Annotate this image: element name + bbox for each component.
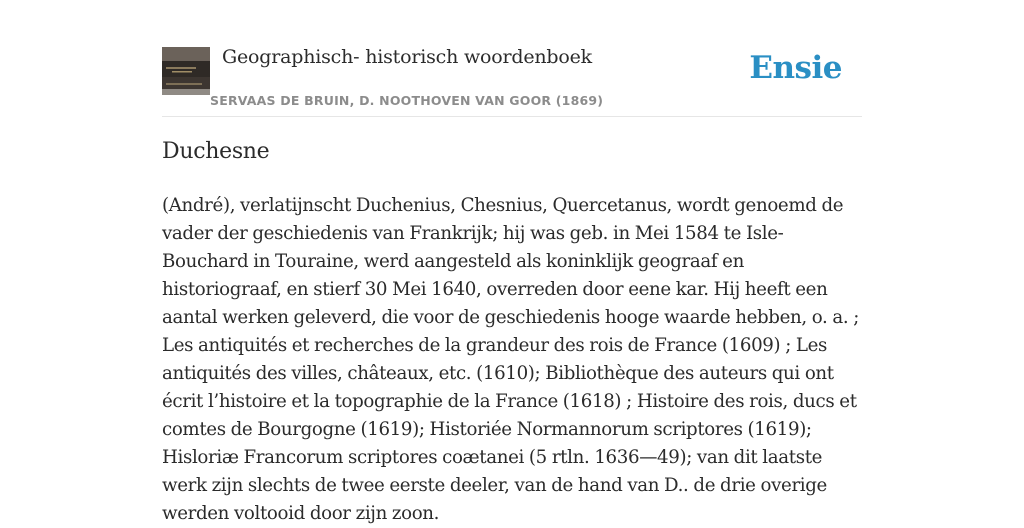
header (162, 0, 862, 117)
book-cover-icon[interactable] (162, 47, 210, 95)
entry-body: (André), verlatijnscht Duchenius, Chesnius, Quercetanus, wordt genoemd de vader der geschiedenis van Frankrijk; hij was geb. in Mei 1584 te Isle-Bouchard in Touraine, werd aangesteld als koninklijk geograaf en historiograaf, en stierf 30 Mei 1640, overreden door eene kar. Hij heeft een aantal werken geleverd, die voor de geschiedenis hooge waarde hebben, o. a. ; Les antiquités et recherches de la grandeur des rois de France (1609) ; Les antiquités des villes, châteaux, etc. (1610); Bibliothèque des auteurs qui ont écrit l’histoire et la topographie de la France (1618) ; Histoire des rois, ducs et comtes de Bourgogne (1619); Historiée Normannorum scriptores (1619); Hisloriæ Francorum scriptores coætanei (5 rtln. 1636—49); van dit laatste werk zijn slechts de twee eerste deeler, van de hand van D.. de drie overige werden voltooid door zijn zoon. (162, 195, 860, 524)
book-authors: SERVAAS DE BRUIN, D. NOOTHOVEN VAN GOOR (1869) (210, 93, 604, 108)
book-title[interactable]: Geographisch- historisch woordenboek (222, 46, 592, 68)
ensie-logo-link[interactable]: Ensie (749, 50, 842, 86)
entry-title: Duchesne (162, 139, 270, 164)
